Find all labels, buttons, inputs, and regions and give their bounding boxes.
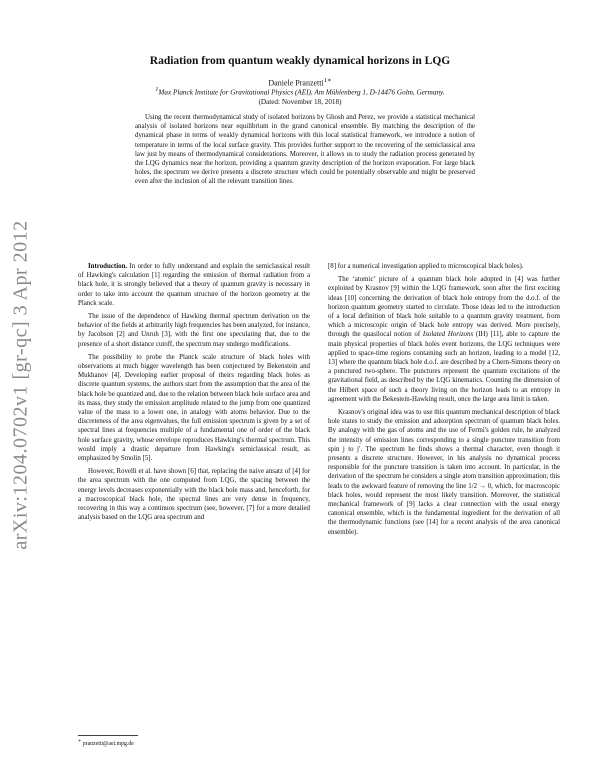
left-column: [78, 262, 310, 526]
abstract: Using the recent thermodynamical study of isolated horizons by Ghosh and Perez, we provide a statistical mechanical analysis of isolated horizons near equilibrium in the grand canonical ensemble. By matching the description of the dynamical phase in terms of weakly dynamical horizons with this local statistical framework, we introduce a notion of temperature in terms of the local surface gravity. This provides further support to the recovering of the semiclassical area law just by means of thermodynamical considerations. Moreover, it allows us to study the radiation process generated by the LQG dynamics near the horizon, providing a quantum gravity description of the horizon evaporation. For large black holes, the spectrum we derive presents a discrete structure which could be potentially observable and might be preserved even after the inclusion of all the relevant transition lines.: [135, 114, 475, 186]
intro-text: In order to fully understand and explain the semiclassical result of Hawking's calculation [1] regarding the emission of thermal radiation from a black hole, it is strongly believed that a theory of quantum gravity is necessary in order to take into account the quantum structure of the horizon geometry at the Planck scale.: [78, 263, 310, 307]
arxiv-identifier: arXiv:1204.0702v1 [gr-qc] 3 Apr 2012: [9, 220, 32, 550]
body-paragraph: Krasnov's original idea was to use this quantum mechanical description of black hole states to study the emission and adsorption spectrum of quantum black holes. By analogy with the gas of atoms and the use of Fermi's golden rule, he analyzed the intensity of emission lines corresponding to a single puncture transition from spin j to j′. The spectrum he finds shows a thermal character, even though it presents a discrete structure. However, in his analysis no dynamical process responsible for the puncture transition is taken into account. In particular, in the derivation of the spectrum he considers a single atom transition approximation; this leads to the awkward feature of removing the line 1/2 → 0, which, for macroscopic black holes, would represent the most likely transition. Moreover, the statistical mechanical framework of [9] lacks a clear connection with the usual energy canonical ensemble, which is the fundamental ingredient for the derivation of all the thermodynamic functions (see [14] for a recent analysis of the area canonical ensemble).: [328, 409, 560, 536]
emphasis-isolated-horizons: Isolated Horizons: [422, 331, 474, 339]
body-paragraph: The issue of the dependence of Hawking thermal spectrum derivation on the behavior of the fields at arbitrarily high frequencies has been analyzed, for instance, by Jacobson [2] and Unruh [3], with the first one speculating that, due to the presence of a short distance cutoff, the spectrum may undergo modifications.: [78, 313, 310, 348]
footnote: [78, 735, 310, 747]
dated-line: (Dated: November 18, 2018): [258, 98, 342, 106]
affiliation-text: Max Planck Institute for Gravitational Physics (AEI), Am Mühlenberg 1, D-14476 Golm, Germany.: [158, 88, 445, 97]
intro-heading: Introduction.: [88, 263, 128, 270]
text-span: (IH) [11], able to capture the main physical properties of black holes event horizons, the LQG techniques were applied to space-time regions containing such an horizon, leading to a model [12, 13] where the quantum black hole d.o.f. are described by a Chern-Simons theory on a punctured two-sphere. The punctures represent the quantum excitations of the gravitational field, as described by the LQG kinematics. Counting the dimension of the Hilbert space of such a theory living on the horizon leads to an entropy in agreement with the Bekestein-Hawking result, once the large area limit is taken.: [328, 331, 560, 403]
affiliation: [60, 87, 540, 96]
author-marks: 1∗: [323, 77, 332, 84]
author-name: Daniele Pranzetti: [268, 78, 324, 88]
author-line: [60, 76, 540, 88]
affiliation-mark: 1: [155, 87, 159, 93]
footnote-rule: [78, 735, 138, 736]
footnote-email: pranzetti@aei.mpg.de: [82, 740, 134, 747]
body-paragraph: However, Rovelli et al. have shown [6] that, replacing the naive ansatz of [4] for the area spectrum with the one computed from LQG, the spacing between the energy levels decreases exponentially with the black hole mass and, henceforth, for a macroscopical black hole, the spectral lines are very dense in frequency, recovering in this way a continuos spectrum (see, however, [7] for a more detailed analysis based on the LQG area spectrum and: [78, 468, 310, 522]
arxiv-side-stamp: [6, 150, 36, 620]
right-column: [328, 262, 560, 541]
text-span: The ‘atomic’ picture of a quantum black hole adopted in [4] was further exploited by Krasnov [9] within the LQG framework, soon after the first exciting ideas [10] concerning the derivation of black hole entropy from the d.o.f. of the horizon quantum geometry started to circulate. Those ideas led to the introduction of a local definition of black hole suitable to a quantum gravity treatment, from which a microscopic origin of black hole entropy was derived. More precisely, through the quasilocal notion of: [328, 276, 560, 339]
paper-title: Radiation from quantum weakly dynamical horizons in LQG: [149, 55, 451, 67]
intro-paragraph: [78, 262, 310, 308]
body-paragraph: [328, 275, 560, 404]
body-paragraph: The possibility to probe the Planck scale structure of black holes with observations at much bigger wavelength has been conjectured by Bekenstein and Mukhanov [4]. Developing earlier proposal of theirs regarding black holes as discrete quantum systems, the authors start from the assumption that the area of the black hole be quantized and, due to the relation between black hole surface area and its mass, they study the emission amplitude related to the jump from one quantized value of the mass to a lower one, in analogy with atoms behavior. Due to the discreteness of the area eigenvalues, the full emission spectrum is given by a set of spectral lines at frequencies multiple of a fundamental one of order of the black hole surface gravity, whose envelope reproduces Hawking's thermal spectrum. This would imply a drastic departure from Hawking's semiclassical result, as emphasized by Smolin [5].: [78, 353, 310, 463]
footnote-mark: ∗: [78, 739, 82, 744]
continued-paragraph: [8] for a numerical investigation applied to microscopical black holes).: [328, 263, 524, 270]
